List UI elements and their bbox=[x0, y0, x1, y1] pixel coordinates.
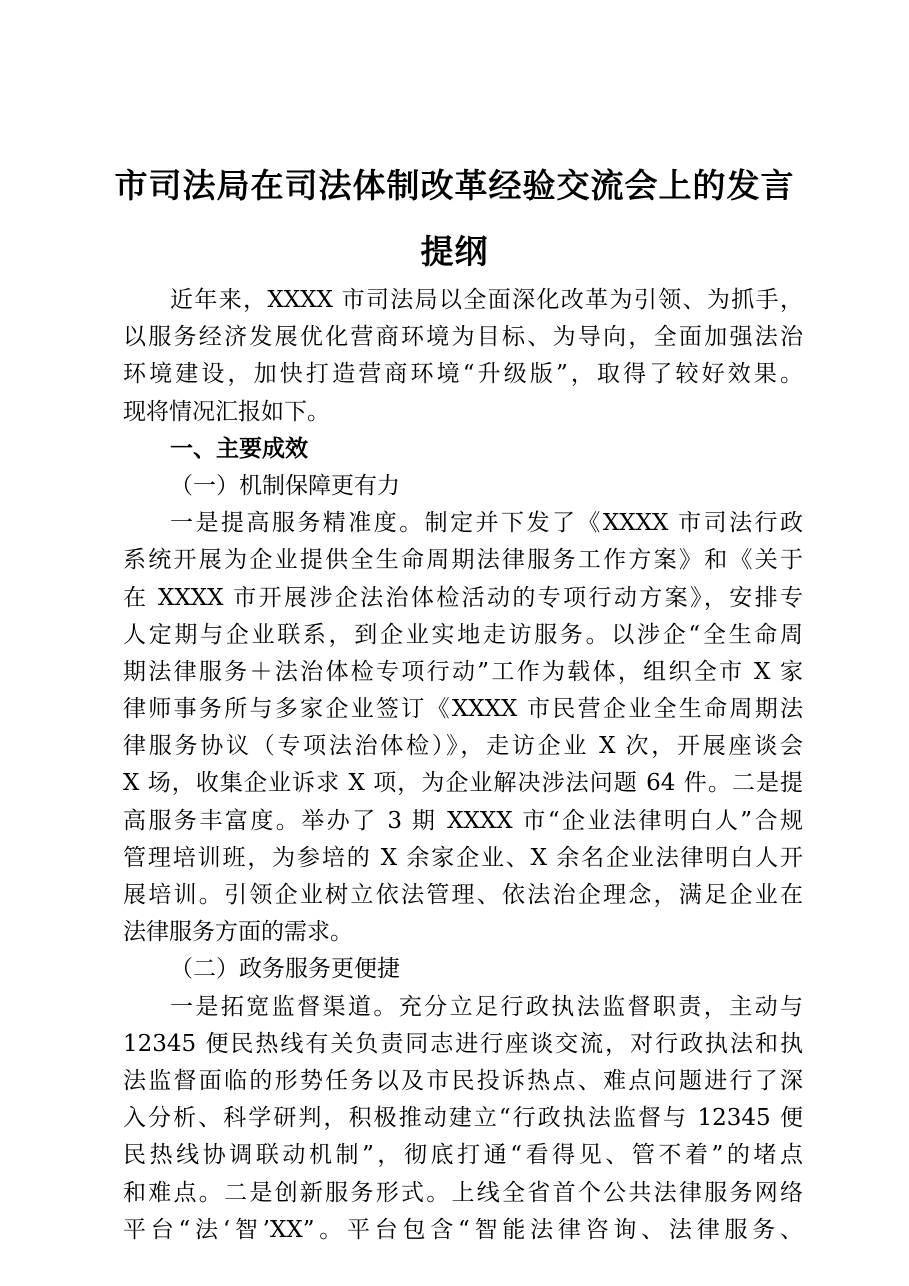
paragraph-line: 和难点。二是创新服务形式。上线全省首个公共法律服务网络 bbox=[123, 1179, 803, 1206]
paragraph-line: 近年来，XXXX 市司法局以全面深化改革为引领、为抓手， bbox=[170, 287, 803, 313]
paragraph-line: 律服务协议（专项法治体检）》，走访企业 X 次，开展座谈会 bbox=[123, 733, 803, 760]
document-title-line-2: 提纲 bbox=[420, 232, 489, 271]
subsection-heading: （一）机制保障更有力 bbox=[170, 472, 400, 499]
document-title-line-1: 市司法局在司法体制改革经验交流会上的发言 bbox=[114, 166, 795, 205]
paragraph-line: 期法律服务＋法治体检专项行动”工作为载体，组织全市 X 家 bbox=[123, 658, 803, 685]
paragraph-line: 法律服务方面的需求。 bbox=[123, 919, 353, 946]
paragraph-line: X 场，收集企业诉求 X 项，为企业解决涉法问题 64 件。二是提 bbox=[123, 770, 803, 797]
paragraph-line: 一是提高服务精准度。制定并下发了《XXXX 市司法行政 bbox=[170, 510, 803, 537]
paragraph-line: 现将情况汇报如下。 bbox=[123, 398, 330, 425]
paragraph-line: 人定期与企业联系，到企业实地走访服务。以涉企“全生命周 bbox=[123, 621, 803, 648]
paragraph-line: 以服务经济发展优化营商环境为目标、为导向，全面加强法治 bbox=[123, 324, 803, 351]
paragraph-line: 民热线协调联动机制”，彻底打通“看得见、管不着”的堵点 bbox=[123, 1142, 803, 1169]
paragraph-line: 系统开展为企业提供全生命周期法律服务工作方案》和《关于 bbox=[123, 547, 803, 574]
subsection-heading: （二）政务服务更便捷 bbox=[170, 956, 400, 983]
paragraph-line: 12345 便民热线有关负责同志进行座谈交流，对行政执法和执 bbox=[123, 1030, 803, 1057]
paragraph-line: 在 XXXX 市开展涉企法治体检活动的专项行动方案》，安排专 bbox=[123, 584, 803, 611]
document-body bbox=[123, 282, 803, 1249]
paragraph-line: 环境建设，加快打造营商环境“升级版”，取得了较好效果。 bbox=[123, 361, 803, 388]
paragraph-line: 高服务丰富度。举办了 3 期 XXXX 市“企业法律明白人”合规 bbox=[123, 807, 803, 834]
paragraph-line: 一是拓宽监督渠道。充分立足行政执法监督职责，主动与 bbox=[170, 993, 803, 1020]
paragraph-line: 入分析、科学研判，积极推动建立“行政执法监督与 12345 便 bbox=[123, 1105, 803, 1132]
paragraph-line: 平台“法‘智’XX”。平台包含“智能法律咨询、法律服务、 bbox=[123, 1216, 803, 1243]
paragraph-line: 法监督面临的形势任务以及市民投诉热点、难点问题进行了深 bbox=[123, 1067, 803, 1094]
paragraph-line: 管理培训班，为参培的 X 余家企业、X 余名企业法律明白人开 bbox=[123, 844, 803, 871]
section-heading: 一、主要成效 bbox=[170, 435, 308, 462]
paragraph-line: 律师事务所与多家企业签订《XXXX 市民营企业全生命周期法 bbox=[123, 696, 803, 723]
paragraph-line: 展培训。引领企业树立依法管理、依法治企理念，满足企业在 bbox=[123, 882, 803, 908]
